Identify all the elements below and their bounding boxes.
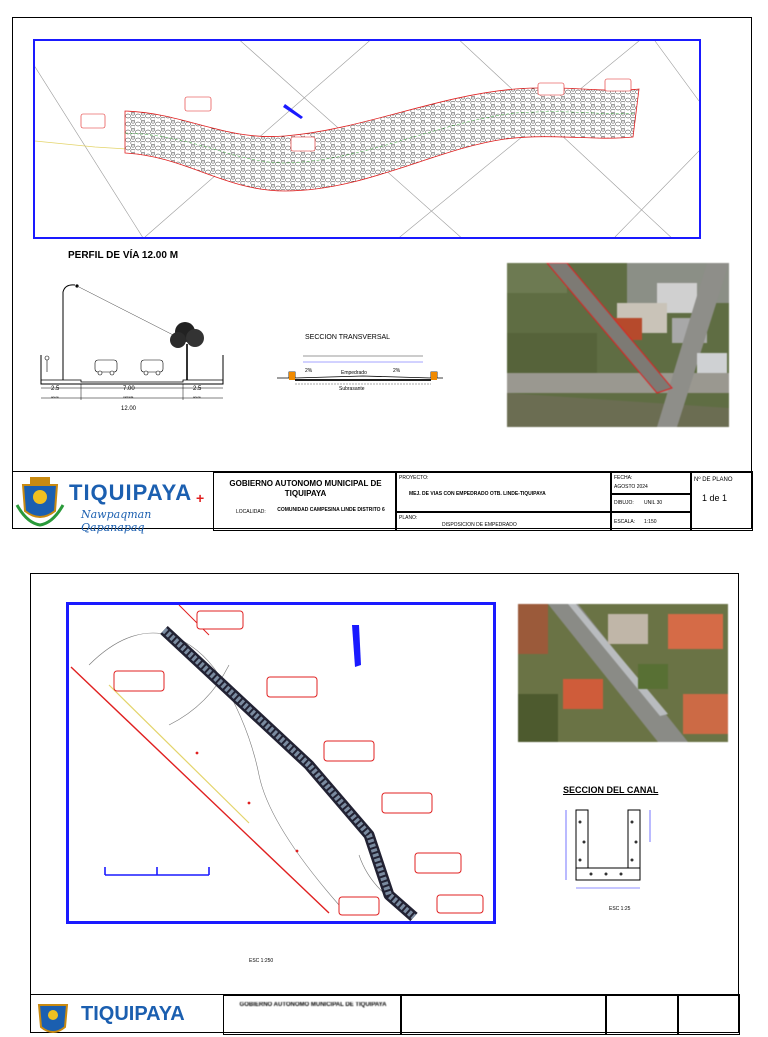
canal-scale: ESC 1:25	[609, 906, 631, 912]
tb-proyecto-value: MEJ. DE VIAS CON EMPEDRADO OTB. LINDE-TIQUIPAYA	[409, 491, 546, 497]
canal-plan-frame	[66, 602, 496, 924]
title-block	[13, 471, 753, 534]
north-arrow-icon	[283, 104, 303, 119]
coat-of-arms-icon-2	[33, 997, 73, 1037]
tb-plano-no-label: Nº DE PLANO	[694, 477, 733, 483]
logo-cross-icon: +	[196, 490, 205, 506]
logo-slogan: Nawpaqman Qapanapaq	[81, 508, 152, 534]
north-arrow-icon-2	[352, 625, 361, 667]
tb-plano-label: PLANO:	[399, 515, 418, 521]
logo-text: TIQUIPAYA	[69, 480, 193, 505]
canal-plan-drawing	[69, 605, 493, 921]
plan-view-frame	[33, 39, 701, 239]
tb-proyecto-label: PROYECTO:	[399, 475, 429, 481]
dim-acera-right: 2.5	[193, 386, 202, 392]
canal-title: SECCION DEL CANAL	[563, 785, 659, 795]
dim-label-calzada: calzada	[123, 395, 134, 399]
tb-localidad-value: COMUNIDAD CAMPESINA LINDE DISTRITO 6	[277, 507, 385, 513]
perfil-title: PERFIL DE VÍA 12.00 M	[68, 250, 179, 261]
seccion-pct-left: 2%	[305, 368, 313, 374]
seccion-pct-right: 2%	[393, 368, 401, 374]
dim-label-acera-right: acera	[193, 395, 201, 399]
canal-section-drawing	[556, 802, 676, 912]
logo-text-2: TIQUIPAYA	[81, 1003, 185, 1025]
dim-total: 12.00	[121, 406, 137, 412]
tb-gobierno-cell	[213, 472, 396, 531]
dim-label-acera-left: acera	[51, 395, 59, 399]
tb-escala-label: ESCALA:	[614, 519, 636, 525]
tb-escala-value: 1:150	[644, 519, 657, 525]
satellite-image-2	[518, 604, 728, 742]
tb2-gobierno-cell	[223, 995, 401, 1035]
coat-of-arms-icon	[15, 475, 65, 527]
dim-acera-left: 2.5	[51, 386, 60, 392]
plan-sheet-2	[30, 573, 739, 1033]
tb-dibujo-cell	[611, 494, 691, 512]
dim-calzada: 7.00	[123, 386, 135, 392]
tb2-plano-no-cell	[678, 995, 740, 1035]
seccion-title: SECCION TRANSVERSAL	[305, 334, 391, 341]
tb-plano-no-value: 1 de 1	[702, 493, 728, 503]
plan-scale: ESC 1:250	[249, 958, 274, 964]
tb-dibujo-label: DIBUJO:	[614, 500, 634, 506]
tb-fecha-cell	[611, 472, 691, 494]
tb2-gobierno: GOBIERNO AUTONOMO MUNICIPAL DE TIQUIPAYA	[239, 1002, 387, 1008]
tb-plano-value: DISPOSICION DE EMPEDRADO	[442, 522, 517, 528]
tb-localidad-label: LOCALIDAD:	[236, 509, 266, 515]
tb-plano-cell	[396, 512, 611, 531]
plan-sheet-1	[12, 17, 752, 534]
tb-gobierno: GOBIERNO AUTONOMO MUNICIPAL DE TIQUIPAYA	[229, 479, 382, 498]
satellite-image	[507, 263, 729, 427]
seccion-empedrado-label: Empedrado	[341, 370, 367, 376]
tb-fecha-value: AGOSTO 2024	[614, 484, 648, 490]
title-block-2	[31, 994, 740, 1035]
tree-icon	[170, 322, 204, 380]
seccion-subrasante-label: Subrasante	[339, 386, 365, 392]
plan-view-drawing	[35, 41, 699, 237]
tb-escala-cell	[611, 512, 691, 531]
logo-area	[13, 472, 213, 534]
tb-dibujo-value: UNIL 30	[644, 500, 663, 506]
tb-proyecto-cell	[396, 472, 611, 512]
tb2-fecha-cell	[606, 995, 678, 1035]
tb-plano-no-cell	[691, 472, 753, 531]
tb-fecha-label: FECHA:	[614, 475, 633, 481]
tb2-proyecto-cell	[401, 995, 606, 1035]
